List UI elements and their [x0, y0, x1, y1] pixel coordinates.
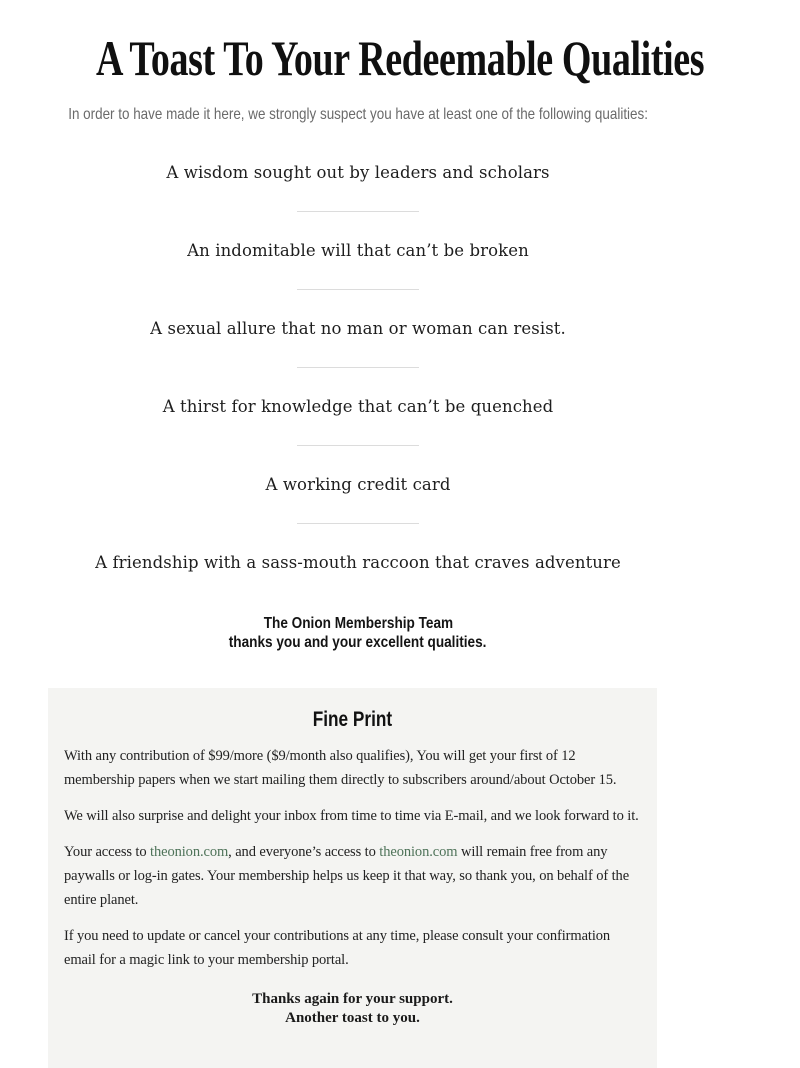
page-title-text: A Toast To Your Redeemable Qualities	[96, 30, 705, 86]
theonion-link-1[interactable]: theonion.com	[150, 844, 229, 860]
divider	[297, 445, 419, 446]
page-subtitle	[0, 104, 716, 126]
closing-note	[64, 990, 641, 1028]
paragraph-text: , and everyone’s access to	[228, 844, 380, 860]
paragraph-text: Your access to	[64, 844, 151, 860]
quality-item: A wisdom sought out by leaders and scholars	[166, 163, 550, 182]
closing-line-2: Another toast to you.	[285, 1010, 420, 1026]
paragraph-text: will remain free from any paywalls or log-in gates. Your membership helps us keep it that way, so thank you, on behalf of the entire planet.	[64, 844, 630, 908]
fine-print-heading-text: Fine Print	[312, 708, 393, 731]
quality-item: A working credit card	[265, 475, 451, 494]
page-title	[0, 30, 716, 86]
fine-print-heading	[64, 708, 641, 732]
qualities-list	[0, 162, 716, 574]
quality-item: An indomitable will that can’t be broken	[187, 241, 529, 260]
fine-print-paragraph-3	[64, 840, 641, 912]
quality-item: A friendship with a sass-mouth raccoon that craves adventure	[95, 553, 621, 572]
fine-print-box	[48, 688, 657, 1068]
fine-print-paragraph-4: If you need to update or cancel your contributions at any time, please consult your confirmation email for a magic link to your membership portal.	[64, 928, 611, 968]
divider	[297, 367, 419, 368]
divider	[297, 289, 419, 290]
divider	[297, 523, 419, 524]
signoff-line-1: The Onion Membership Team	[263, 615, 453, 632]
fine-print-paragraph-2: We will also surprise and delight your inbox from time to time via E-mail, and we look forward to it.	[64, 808, 639, 824]
quality-item: A sexual allure that no man or woman can resist.	[150, 319, 566, 338]
page-subtitle-text: In order to have made it here, we strongly suspect you have at least one of the following qualities:	[68, 106, 648, 123]
membership-thanks-page	[0, 30, 716, 1068]
fine-print-paragraph-1: With any contribution of $99/more ($9/month also qualifies), You will get your first of 12 membership papers when we start mailing them directly to subscribers around/about October 15.	[64, 748, 617, 788]
closing-line-1: Thanks again for your support.	[252, 991, 453, 1007]
signoff-line-2: thanks you and your excellent qualities.	[229, 634, 487, 651]
signoff-note	[0, 614, 716, 652]
quality-item: A thirst for knowledge that can’t be quenched	[162, 397, 554, 416]
theonion-link-2[interactable]: theonion.com	[379, 844, 458, 860]
divider	[297, 211, 419, 212]
